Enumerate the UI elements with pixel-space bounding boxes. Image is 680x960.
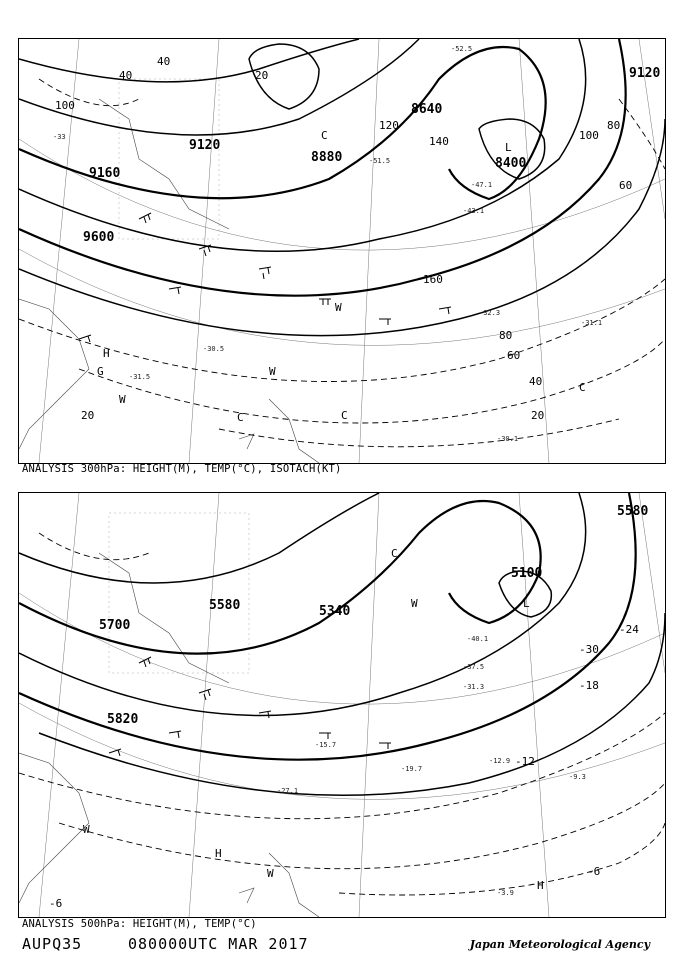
height-label: 8640	[411, 102, 443, 117]
temp-value: -47.1	[471, 181, 493, 189]
high-center: H	[537, 879, 544, 892]
isotach-label: 20	[531, 409, 545, 422]
isotherm-label: -18	[579, 679, 599, 692]
temp-value: -30.1	[497, 435, 519, 443]
isotach-label: 100	[55, 99, 75, 112]
height-label: 5340	[319, 604, 351, 619]
isotach-label: 60	[619, 179, 633, 192]
height-label: 5580	[209, 598, 241, 613]
isotach-label: 60	[507, 349, 521, 362]
isotherm-label: -6	[587, 865, 601, 878]
chart-500hpa-map	[19, 493, 665, 917]
temp-value: -30.5	[203, 345, 225, 353]
height-label: 5100	[511, 566, 543, 581]
height-label: 5700	[99, 618, 131, 633]
isotach-label: 40	[529, 375, 543, 388]
height-label: 5580	[617, 504, 649, 519]
height-label: 9120	[629, 66, 661, 81]
isotherm-label: -12	[515, 755, 535, 768]
isotach-label: 80	[607, 119, 621, 132]
temp-value: -43.1	[463, 207, 485, 215]
isotherm-label: -30	[579, 643, 599, 656]
temp-value: -31.1	[581, 319, 603, 327]
temp-value: -33	[53, 133, 66, 141]
chart-500hpa-caption: ANALYSIS 500hPa: HEIGHT(M), TEMP(°C)	[22, 918, 257, 930]
height-label: 9160	[89, 166, 121, 181]
warm-center: W	[269, 365, 276, 378]
isotach-label: 40	[157, 55, 171, 68]
warm-center: W	[119, 393, 126, 406]
temp-value: -32.3	[479, 309, 501, 317]
chart-300hpa	[18, 38, 666, 464]
low-center: L	[523, 597, 530, 610]
glyph-center: G	[97, 365, 104, 378]
warm-center: W	[411, 597, 418, 610]
height-label: 5820	[107, 712, 139, 727]
temp-value: -15.7	[315, 741, 337, 749]
cold-center: C	[341, 409, 348, 422]
height-label: 9600	[83, 230, 115, 245]
isotach-label: 160	[423, 273, 443, 286]
isotachs	[19, 79, 665, 447]
product-code: AUPQ35	[22, 935, 83, 953]
low-center: L	[505, 141, 512, 154]
high-center: H	[103, 347, 110, 360]
isotach-label: 100	[579, 129, 599, 142]
temp-value: -12.9	[489, 757, 511, 765]
temp-value: -31.5	[129, 373, 151, 381]
height-label: 8880	[311, 150, 343, 165]
isotach-label: 80	[499, 329, 513, 342]
isotach-label: 20	[255, 69, 269, 82]
warm-center: W	[267, 867, 274, 880]
temp-value: -27.1	[277, 787, 299, 795]
height-label: 8400	[495, 156, 527, 171]
warm-center: W	[83, 823, 90, 836]
temp-value: -51.5	[369, 157, 391, 165]
graticule	[19, 39, 665, 463]
isotherm-label: -24	[619, 623, 639, 636]
temp-value: -37.5	[463, 663, 485, 671]
cold-center: C	[391, 547, 398, 560]
wind-barbs	[79, 213, 451, 342]
temp-value: -40.1	[467, 635, 489, 643]
graticule	[19, 493, 665, 917]
temp-value: -19.7	[401, 765, 423, 773]
temp-value: -52.5	[451, 45, 473, 53]
height-label: 9120	[189, 138, 221, 153]
isotach-label: 40	[119, 69, 133, 82]
temp-value: -31.3	[463, 683, 485, 691]
temp-value: -3.9	[497, 889, 514, 897]
chart-300hpa-map	[19, 39, 665, 463]
isotach-label: 20	[81, 409, 95, 422]
isotach-label: 120	[379, 119, 399, 132]
cold-center: C	[237, 411, 244, 424]
agency-credit: Japan Meteorological Agency	[469, 938, 650, 951]
chart-300hpa-caption: ANALYSIS 300hPa: HEIGHT(M), TEMP(°C), ISOTACH(KT)	[22, 463, 342, 475]
valid-time: 080000UTC MAR 2017	[128, 935, 309, 953]
high-center: H	[215, 847, 222, 860]
height-contours	[19, 39, 665, 336]
cold-center: C	[321, 129, 328, 142]
chart-500hpa	[18, 492, 666, 918]
height-contours	[19, 493, 665, 795]
warm-center: W	[335, 301, 342, 314]
isotach-label: 140	[429, 135, 449, 148]
isotherm-label: -6	[49, 897, 63, 910]
temp-value: -9.3	[569, 773, 586, 781]
cold-center: C	[579, 381, 586, 394]
